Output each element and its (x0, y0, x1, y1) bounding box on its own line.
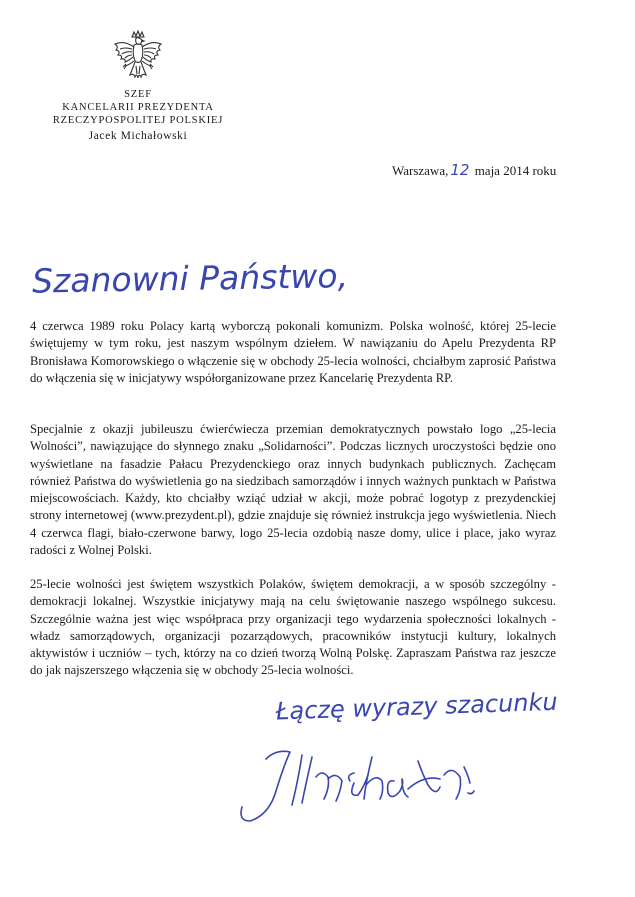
body-paragraph-3: 25-lecie wolności jest świętem wszystkich Polaków, świętem demokracji, a w sposób szczególny - demokracji lokalnej. Wszystkie inicjatywy mają na celu świętowanie naszego wspólnego sukcesu. Szczególnie ważna jest więc współpraca przy organizacji tego wydarzenia społeczności lokalnych - władz samorządowych, organizacji pozarządowych, pracowników instytucji kultury, lokalnych aktywistów i uczniów – tych, którzy na co dzień tworzą Wolną Polskę. Zapraszam Państwa raz jeszcze do jak najszerszego włączenia się w obchody 25-lecia wolności. (30, 577, 556, 678)
letterhead (20, 28, 256, 143)
dateline-month-year: maja 2014 roku (474, 163, 557, 178)
letterhead-title-line-3: RZECZYPOSPOLITEJ POLSKIEJ (52, 115, 224, 126)
letterhead-title-line-1: SZEF (124, 89, 152, 100)
salutation-text: Szanowni Państwo, (31, 256, 349, 301)
handwritten-salutation (30, 248, 349, 308)
white-eagle-emblem-icon (110, 28, 166, 88)
body-paragraph-1: 4 czerwca 1989 roku Polacy kartą wyborczą pokonali komunizm. Polska wolność, której 25-lecie świętujemy w tym roku, jest naszym wspólnym dziełem. W nawiązaniu do Apelu Prezydenta RP Bronisława Komorowskiego o włączenie się w obchody 25-lecia wolności, chciałbym zaprosić Państwa do włączenia się w inicjatywy współorganizowane przez Kancelarię Prezydenta RP. (30, 319, 556, 385)
letterhead-sender-name: Jacek Michałowski (88, 130, 188, 142)
handwritten-closing (272, 686, 559, 734)
dateline (392, 161, 556, 179)
handwritten-signature (232, 735, 502, 830)
body-paragraph-2: Specjalnie z okazji jubileuszu ćwierćwiecza przemian demokratycznych powstało logo „25-lecia Wolności”, nawiązujące do słynnego znaku „Solidarności”. Podczas licznych uroczystości będzie ono wyświetlane na fasadzie Pałacu Prezydenckiego oraz innych budynkach publicznych. Zachęcam również Państwa do wyświetlenia go na siedzibach samorządów i innych ważnych punktach w Państwa miejscowościach. Każdy, kto chciałby wziąć udział w akcji, może pobrać logotyp z prezydenckiej strony internetowej (www.prezydent.pl), gdzie znajduje się również instrukcja jego wyświetlenia. Niech 4 czerwca flagi, biało-czerwone barwy, logo 25-lecia ozdobią nasze domy, ulice i place, jako wyraz radości z Wolnej Polski. (30, 422, 556, 558)
dateline-place: Warszawa, (392, 163, 449, 178)
dateline-day-handwritten: 12 (450, 161, 470, 179)
letterhead-title-line-2: KANCELARII PREZYDENTA (62, 102, 214, 113)
closing-text: Łączę wyrazy szacunku (275, 687, 559, 726)
